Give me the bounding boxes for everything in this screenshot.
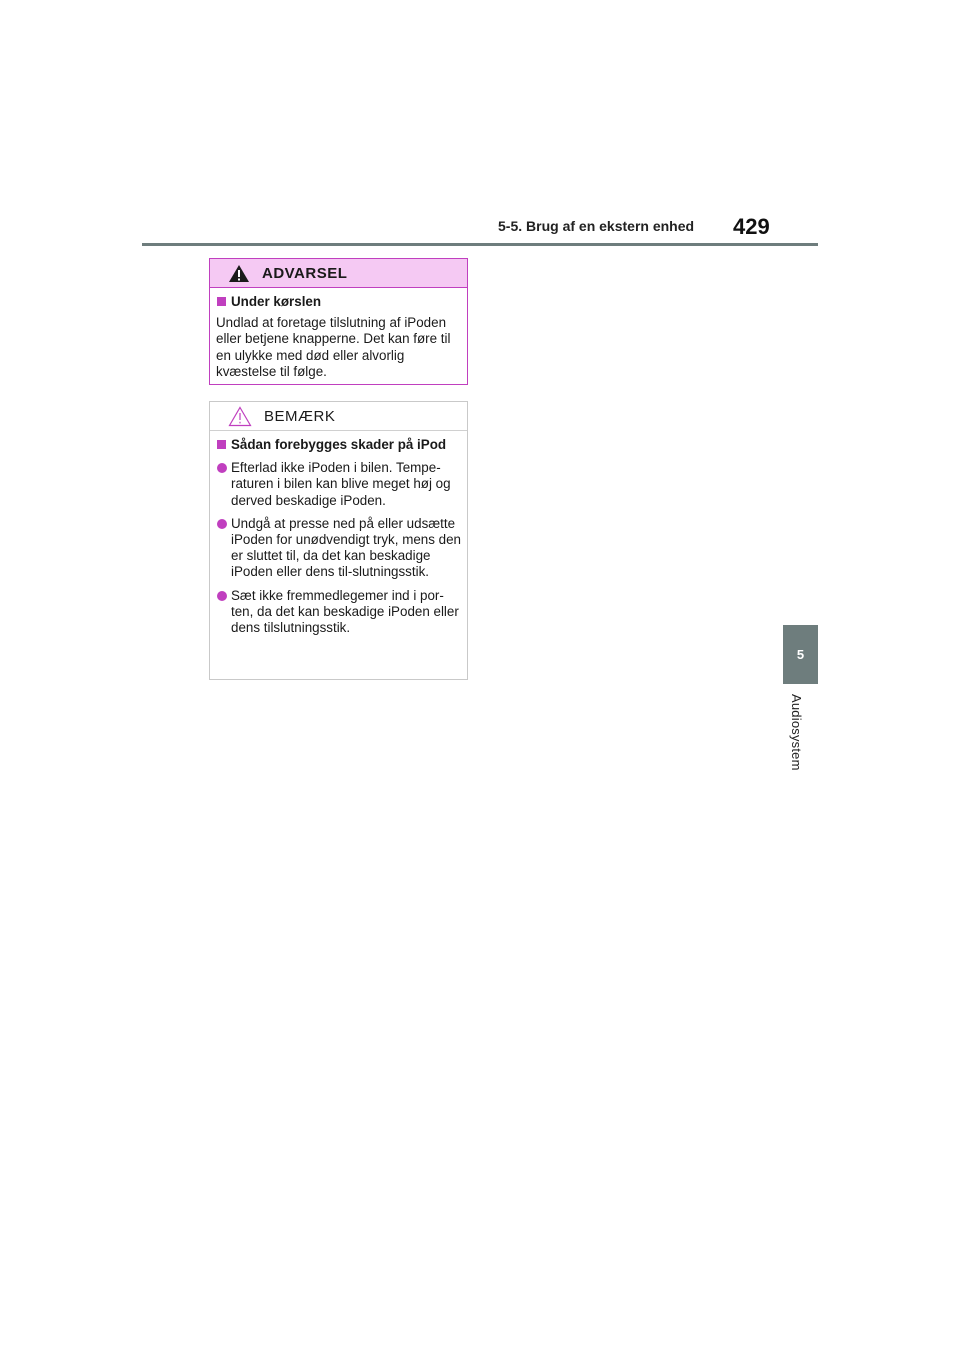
chapter-number: 5 [796,647,805,662]
warning-box-header [210,259,467,288]
list-item [216,588,461,637]
list-item [216,516,461,581]
list-item [216,460,461,509]
notice-box-header [210,402,467,431]
warning-text: Undlad at foretage tilslutning af iPoden eller betjene knapperne. Det kan føre til en ulykke med død eller alvorlig kvæstelse til følge. [216,315,451,379]
chapter-tab [783,625,818,684]
list-item-text: Efterlad ikke iPoden i bilen. Tempe-raturen i bilen kan blive meget høj og derved beskadige iPoden. [231,460,451,508]
square-bullet-icon [217,440,226,449]
section-title: 5-5. Brug af en ekstern enhed [498,218,695,234]
circle-bullet-icon [217,591,227,601]
warning-triangle-filled-icon [228,264,250,283]
warning-box [209,258,468,385]
notice-box-title: BEMÆRK [264,407,336,425]
list-item-text: Sæt ikke fremmedlegemer ind i por-ten, da det kan beskadige iPoden eller dens tilslutningsstik. [231,587,459,636]
square-bullet-icon [217,297,226,306]
circle-bullet-icon [217,463,227,473]
notice-subhead-text: Sådan forebygges skader på iPod [231,437,447,452]
notice-subhead [216,437,461,453]
warning-triangle-outline-icon [228,406,252,427]
notice-box [209,401,468,680]
chapter-label: Audiosystem [789,694,804,771]
warning-subhead-text: Under kørslen [231,294,322,309]
warning-subhead [216,294,461,310]
header-divider [142,243,818,246]
circle-bullet-icon [217,519,227,529]
page-number: 429 [733,214,770,239]
list-item-text: Undgå at presse ned på eller udsætte iPoden for unødvendigt tryk, mens den er sluttet til, da det kan beskadige iPoden eller dens til-slutningsstik. [231,515,462,580]
warning-box-title: ADVARSEL [262,264,348,282]
